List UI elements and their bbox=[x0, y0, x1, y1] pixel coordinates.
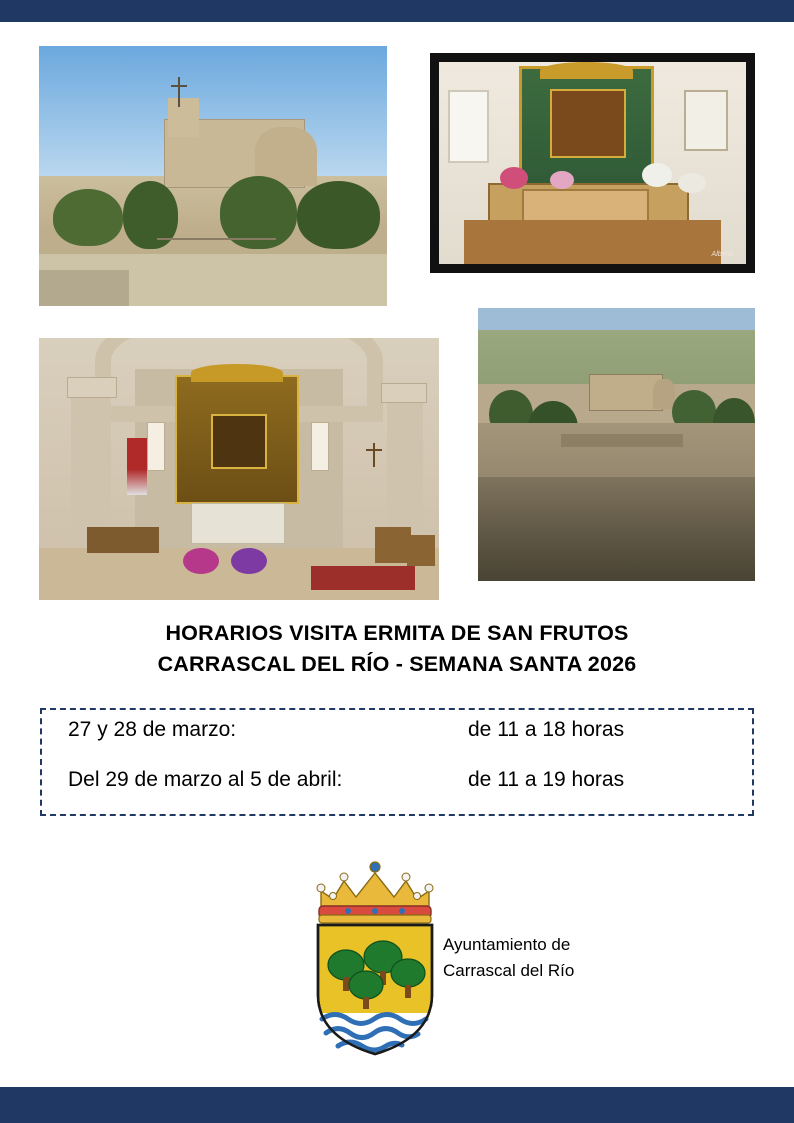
schedule-dates: Del 29 de marzo al 5 de abril: bbox=[68, 768, 343, 791]
wall-picture bbox=[684, 90, 728, 151]
column bbox=[71, 385, 111, 547]
footer-org-line-2: Carrascal del Río bbox=[443, 961, 575, 980]
altarpiece-crown bbox=[540, 62, 633, 80]
chair bbox=[407, 535, 435, 566]
altarpiece bbox=[519, 66, 654, 197]
altar-table bbox=[191, 503, 285, 544]
fence bbox=[157, 238, 275, 240]
altarpiece-niche bbox=[550, 89, 626, 158]
flower-bouquet bbox=[183, 548, 219, 574]
escudo-carrascal-del-rio bbox=[288, 845, 463, 1060]
hermitage-tower bbox=[168, 98, 199, 137]
shrub bbox=[53, 189, 123, 246]
schedule-row bbox=[42, 710, 752, 768]
rock-outcrop bbox=[39, 270, 129, 306]
cross-icon bbox=[178, 77, 180, 107]
column bbox=[387, 390, 423, 542]
footer-org-line-1: Ayuntamiento de bbox=[443, 935, 571, 954]
window bbox=[311, 422, 329, 471]
shrub bbox=[297, 181, 381, 249]
photo-ermita-exterior bbox=[39, 46, 387, 306]
coat-of-arms-icon bbox=[288, 845, 463, 1060]
top-accent-bar bbox=[0, 0, 794, 22]
altarpiece-crown bbox=[191, 364, 282, 382]
title-line-2: CARRASCAL DEL RÍO - SEMANA SANTA 2026 bbox=[157, 652, 637, 676]
canyon-shadow bbox=[478, 477, 755, 581]
photo-signature: Alberto bbox=[711, 250, 734, 258]
schedule-dates: 27 y 28 de marzo: bbox=[68, 718, 237, 741]
flower-bouquet bbox=[231, 548, 267, 574]
schedule-hours: de 11 a 19 horas bbox=[468, 768, 625, 791]
capital bbox=[67, 377, 117, 397]
rock-ledge bbox=[561, 434, 683, 448]
wooden-bench bbox=[464, 220, 722, 264]
bench bbox=[87, 527, 159, 553]
crucifix-icon bbox=[373, 443, 375, 467]
photo-interior-nave bbox=[39, 338, 439, 600]
schedule-row bbox=[42, 768, 752, 818]
window bbox=[448, 90, 489, 163]
photo-retablo-color bbox=[430, 53, 755, 273]
capital bbox=[381, 383, 427, 403]
chair bbox=[375, 527, 411, 564]
carpet bbox=[311, 566, 415, 590]
title-line-1: HORARIOS VISITA ERMITA DE SAN FRUTOS bbox=[165, 621, 629, 645]
page-title bbox=[0, 618, 794, 680]
hermitage-body bbox=[589, 374, 663, 411]
schedule-hours: de 11 a 18 horas bbox=[468, 718, 625, 741]
altarpiece bbox=[175, 375, 299, 505]
window bbox=[147, 422, 165, 471]
altar-frontal bbox=[522, 189, 649, 221]
footer-organization bbox=[443, 932, 574, 984]
processional-banner bbox=[127, 438, 147, 496]
altarpiece-niche bbox=[211, 414, 268, 468]
bottom-accent-bar bbox=[0, 1087, 794, 1123]
photo-canon bbox=[478, 308, 755, 581]
schedule-box bbox=[40, 708, 754, 816]
hermitage-apse bbox=[653, 379, 675, 409]
